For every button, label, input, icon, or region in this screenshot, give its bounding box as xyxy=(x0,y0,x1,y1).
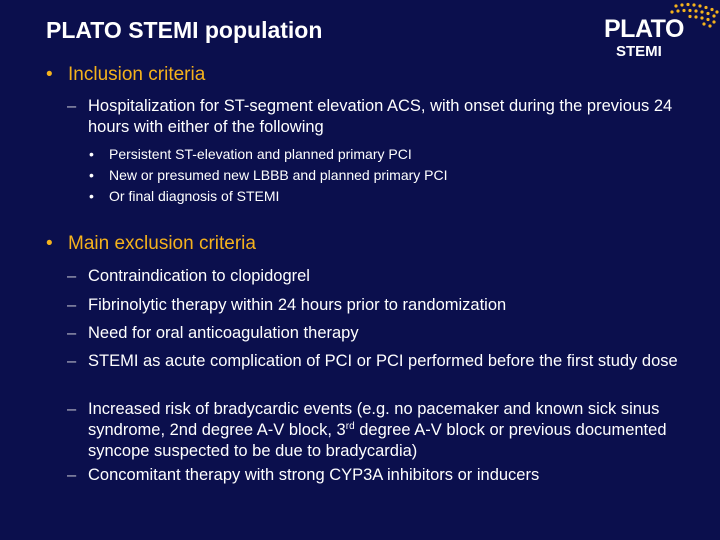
exclusion-heading: Main exclusion criteria xyxy=(68,233,256,254)
inclusion-heading: Inclusion criteria xyxy=(68,64,206,85)
dash-marker: – xyxy=(67,267,77,285)
dash-marker: – xyxy=(67,324,77,342)
slide-title: PLATO STEMI population xyxy=(46,17,323,43)
exclusion-item-text: Fibrinolytic therapy within 24 hours prior to randomization xyxy=(88,296,507,314)
inclusion-sub-item-text: Persistent ST-elevation and planned primary PCI xyxy=(109,146,412,162)
exclusion-item-text-part: Increased risk of bradycardic events (e.g. no pacemaker and known sick sinus syndrome, 2nd degree A-V block, 3 xyxy=(88,400,660,439)
logo-wordmark: PLATO xyxy=(604,15,684,43)
exclusion-item-text: Need for oral anticoagulation therapy xyxy=(88,324,359,342)
exclusion-item-text: Contraindication to clopidogrel xyxy=(88,267,310,285)
dash-marker: – xyxy=(67,400,77,418)
bullet-marker: • xyxy=(89,188,94,204)
inclusion-item-text: Hospitalization for ST-segment elevation ACS, with onset during the previous 24 hours with either of the following xyxy=(88,97,673,136)
exclusion-item-text: Concomitant therapy with strong CYP3A inhibitors or inducers xyxy=(88,466,540,484)
bullet-marker: • xyxy=(46,64,53,85)
inclusion-sub-item-text: Or final diagnosis of STEMI xyxy=(109,188,280,204)
dash-marker: – xyxy=(67,97,77,115)
dash-marker: – xyxy=(67,466,77,484)
logo-subtitle: STEMI xyxy=(616,43,662,60)
exclusion-item-text: STEMI as acute complication of PCI or PCI performed before the first study dose xyxy=(88,352,678,370)
bullet-marker: • xyxy=(46,233,53,254)
inclusion-sub-item-text: New or presumed new LBBB and planned primary PCI xyxy=(109,167,448,183)
dash-marker: – xyxy=(67,296,77,314)
dash-marker: – xyxy=(67,352,77,370)
plato-stemi-logo xyxy=(602,2,720,64)
bullet-marker: • xyxy=(89,146,94,162)
bullet-marker: • xyxy=(89,167,94,183)
exclusion-item-text-part: degree A-V block or previous documented syncope suspected to be due to bradycardia) xyxy=(88,421,667,460)
exclusion-item-text xyxy=(88,399,678,462)
ordinal-suffix: rd xyxy=(345,421,355,432)
